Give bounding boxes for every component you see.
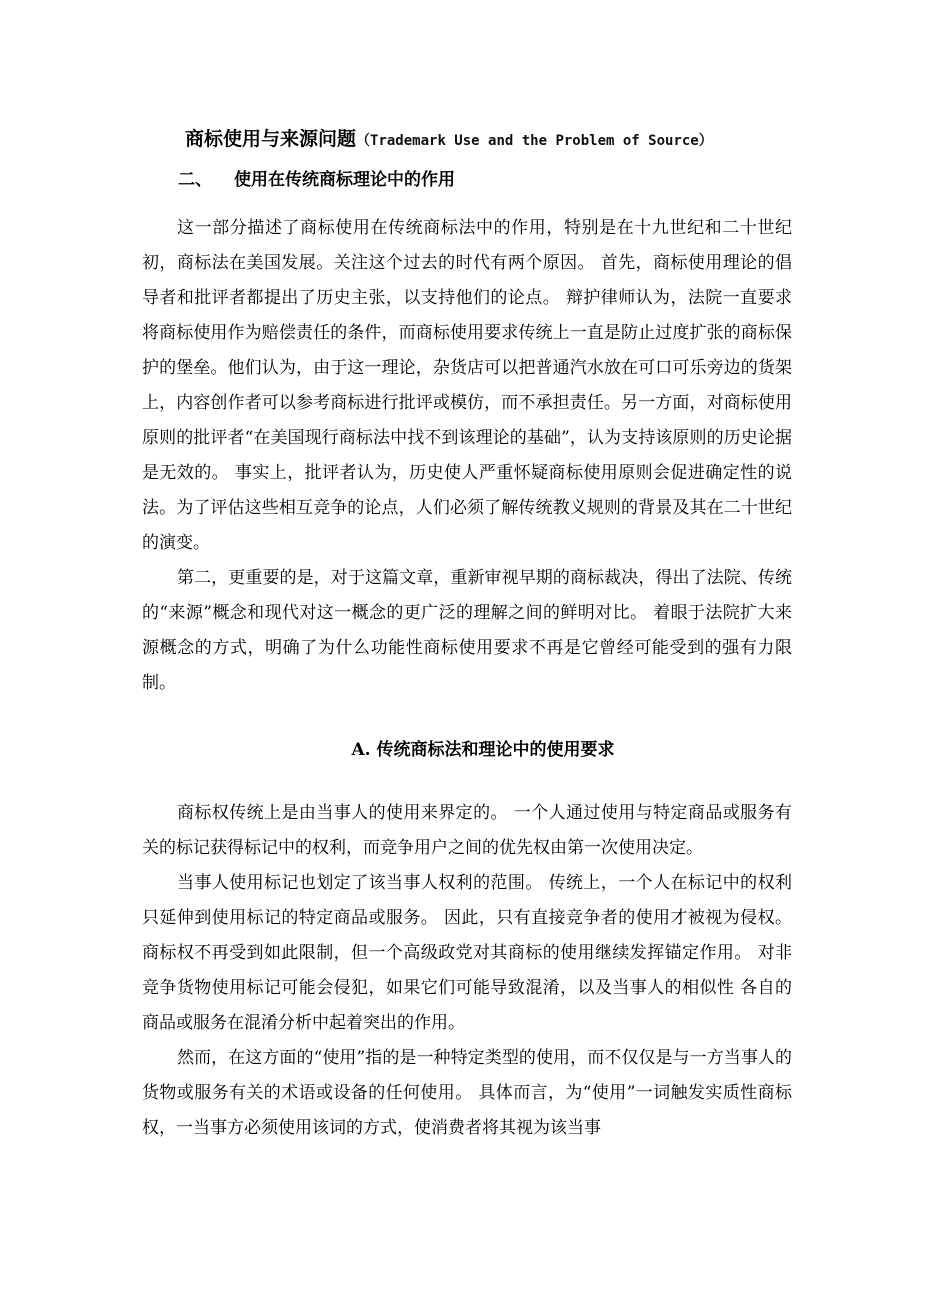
paragraph: 商标权传统上是由当事人的使用来界定的。 一个人通过使用与特定商品或服务有关的标记获得标记中的权利，而竞争用户之间的优先权由第一次使用决定。 <box>142 803 792 858</box>
paragraph: 第二，更重要的是，对于这篇文章，重新审视早期的商标裁决，得出了法院、传统的“来源”概念和现代对这一概念的更广泛的理解之间的鲜明对比。 着眼于法院扩大来源概念的方式，明确了为什么功能性商标使用要求不再是它曾经可能受到的强有力限制。 <box>142 568 792 693</box>
paragraph: 当事人使用标记也划定了该当事人权利的范围。 传统上，一个人在标记中的权利只延伸到使用标记的特定商品或服务。 因此，只有直接竞争者的使用才被视为侵权。商标权不再受到如此限制，但一个高级政党对其商标的使用继续发挥锚定作用。 对非竞争货物使用标记可能会侵犯，如果它们可能导致混淆，以及当事人的相似性 各自的商品或服务在混淆分析中起着突出的作用。 <box>142 873 792 1033</box>
subsection-heading: A. 传统商标法和理论中的使用要求 <box>351 740 615 760</box>
section-heading <box>178 166 455 194</box>
subsection-text-block <box>142 796 792 1146</box>
paragraph: 然而，在这方面的“使用”指的是一种特定类型的使用，而不仅仅是与一方当事人的货物或服务有关的术语或设备的任何使用。 具体而言，为“使用”一词触发实质性商标权，一当事方必须使用该词的方式，使消费者将其视为该当事 <box>142 1048 792 1138</box>
title-main: 商标使用与来源问题 <box>185 128 357 150</box>
section-number: 二、 <box>178 170 212 190</box>
document-title <box>185 125 825 155</box>
title-subtitle: （Trademark Use and the Problem of Source） <box>356 133 713 149</box>
paragraph: 这一部分描述了商标使用在传统商标法中的作用，特别是在十九世纪和二十世纪初，商标法在美国发展。关注这个过去的时代有两个原因。 首先，商标使用理论的倡导者和批评者都提出了历史主张，以支持他们的论点。 辩护律师认为，法院一直要求将商标使用作为赔偿责任的条件，而商标使用要求传统上一直是防止过度扩张的商标保护的堡垒。他们认为，由于这一理论，杂货店可以把普通汽水放在可口可乐旁边的货架上，内容创作者可以参考商标进行批评或模仿，而不承担责任。另一方面，对商标使用原则的批评者“在美国现行商标法中找不到该理论的基础”，认为支持该原则的历史论据是无效的。 事实上，批评者认为，历史使人严重怀疑商标使用原则会促进确定性的说法。为了评估这些相互竞争的论点，人们必须了解传统教义规则的背景及其在二十世纪的演变。 <box>142 218 792 553</box>
intro-text-block <box>142 211 792 701</box>
section-title: 使用在传统商标理论中的作用 <box>234 170 455 190</box>
